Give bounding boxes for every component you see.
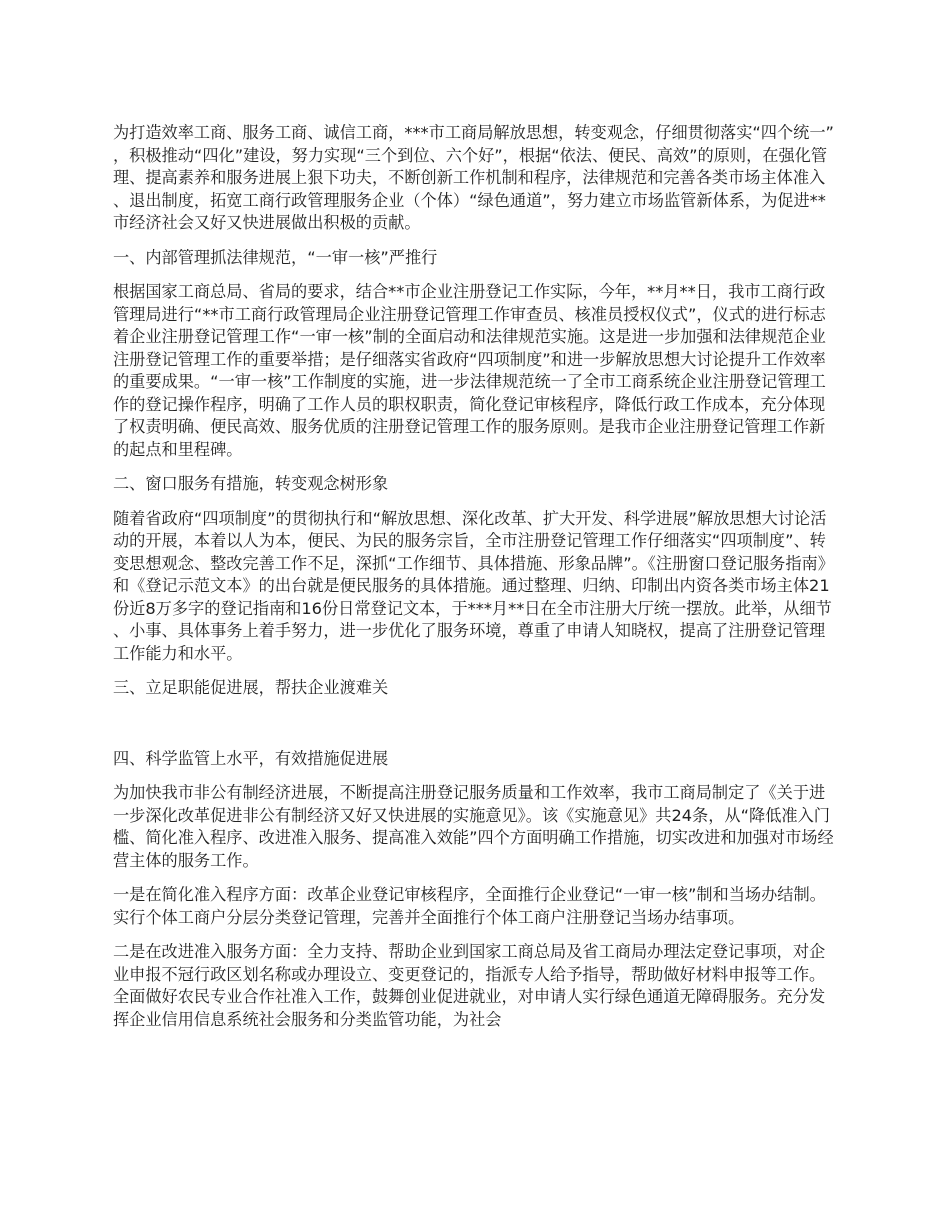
section-4-paragraph: 为加快我市非公有制经济进展，不断提高注册登记服务质量和工作效率，我市工商局制定了《关于进一步深化改革促进非公有制经济又好又快进展的实施意见》。该《实施意见》共24条，从“降低准入门槛、简化准入程序、改进准入服务、提高准入效能”四个方面明确工作措施，切实改进和加强对市场经营主体的服务工作。: [113, 783, 834, 870]
section-4-item-2: 二是在改进准入服务方面：全力支持、帮助企业到国家工商总局及省工商局办理法定登记事项，对企业申报不冠行政区划名称或办理设立、变更登记的，指派专人给予指导，帮助做好材料申报等工作。全面做好农民专业合作社准入工作，鼓舞创业促进就业，对申请人实行绿色通道无障碍服务。充分发挥企业信用信息系统社会服务和分类监管功能，为社会: [113, 942, 826, 1029]
document-page: [113, 122, 840, 1043]
section-heading-1: 一、内部管理抓法律规范，“一审一核”严推行: [113, 247, 438, 267]
section-2-paragraph: 随着省政府“四项制度”的贯彻执行和“解放思想、深化改革、扩大开发、科学进展”解放思想大讨论活动的开展，本着以人为本，便民、为民的服务宗旨，全市注册登记管理工作仔细落实“四项制度”、转变思想观念、整改完善工作不足，深抓“工作细节、具体措施、形象品牌”。《注册窗口登记服务指南》和《登记示范文本》的出台就是便民服务的具体措施。通过整理、归纳、印制出内资各类市场主体21份近8万多字的登记指南和16份日常登记文本，于***月**日在全市注册大厅统一摆放。此举，从细节、小事、具体事务上着手努力，进一步优化了服务环境，尊重了申请人知晓权，提高了注册登记管理工作能力和水平。: [113, 508, 834, 663]
section-heading-3: 三、立足职能促进展，帮扶企业渡难关: [113, 678, 389, 697]
section-3-blank-space: [113, 712, 840, 748]
section-4-item-1: 一是在简化准入程序方面：改革企业登记审核程序，全面推行企业登记“一审一核”制和当场办结制。实行个体工商户分层分类登记管理，完善并全面推行个体工商户注册登记当场办结事项。: [113, 885, 826, 927]
intro-paragraph: 为打造效率工商、服务工商、诚信工商，***市工商局解放思想，转变观念，仔细贯彻落实“四个统一”，积极推动“四化”建设，努力实现“三个到位、六个好”，根据“依法、便民、高效”的原则，在强化管理、提高素养和服务进展上狠下功夫，不断创新工作机制和程序，法律规范和完善各类市场主体准入、退出制度，拓宽工商行政管理服务企业（个体）“绿色通道”，努力建立市场监管新体系，为促进**市经济社会又好又快进展做出积极的贡献。: [113, 123, 834, 232]
section-heading-4: 四、科学监管上水平，有效措施促进展: [113, 748, 389, 768]
section-heading-2: 二、窗口服务有措施，转变观念树形象: [113, 474, 389, 493]
section-1-paragraph: 根据国家工商总局、省局的要求，结合**市企业注册登记工作实际，今年，**月**日，我市工商行政管理局进行“**市工商行政管理局企业注册登记管理工作审查员、核准员授权仪式”，仪式的进行标志着企业注册登记管理工作“一审一核”制的全面启动和法律规范实施。这是进一步加强和法律规范企业注册登记管理工作的重要举措；是仔细落实省政府“四项制度”和进一步解放思想大讨论提升工作效率的重要成果。“一审一核”工作制度的实施，进一步法律规范统一了全市工商系统企业注册登记管理工作的登记操作程序，明确了工作人员的职权职责，简化登记审核程序，降低行政工作成本，充分体现了权责明确、便民高效、服务优质的注册登记管理工作的服务原则。是我市企业注册登记管理工作新的起点和里程碑。: [113, 282, 826, 459]
